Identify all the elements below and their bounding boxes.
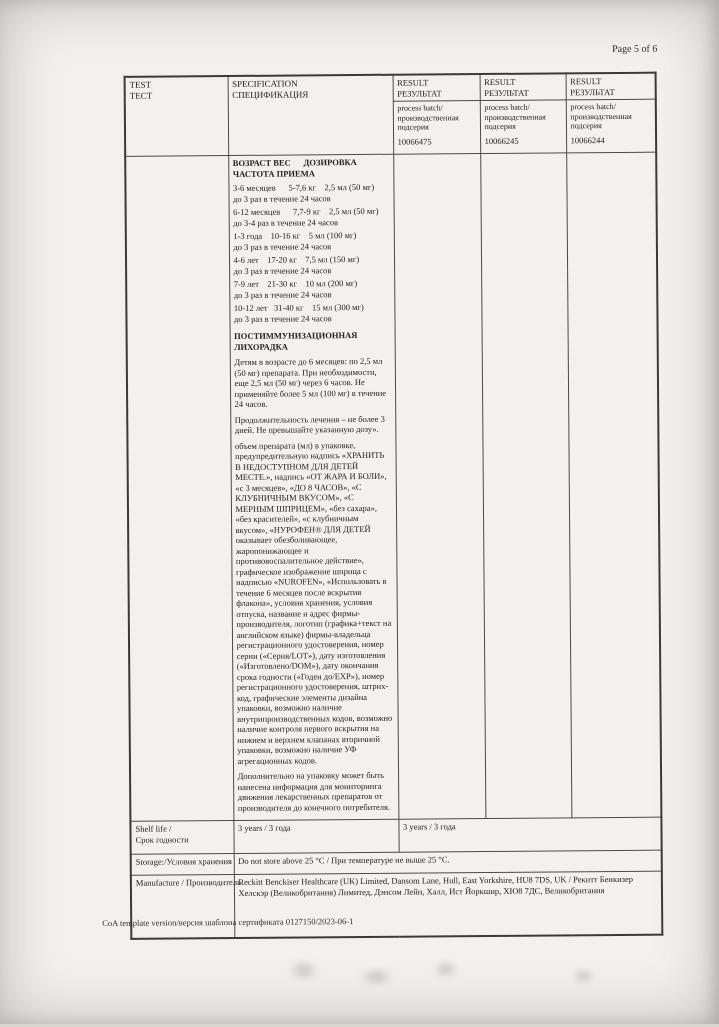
spec-paragraph: Дополнительно на упаковку может быть нанесена информация для мониторинга движения лекарственных препаратов от производителя до конечного потребителя.	[237, 769, 391, 813]
dosage-row: 7-9 лет 21-30 кг 10 мл (200 мг) до 3 раз в течение 24 часов	[233, 278, 358, 300]
spec-paragraph: объем препарата (мл) в упаковке, предупредительную надпись «ХРАНИТЬ В НЕДОСТУПНОМ ДЛЯ ДЕТЕЙ МЕСТЕ.», надпись «ОТ ЖАРА И БОЛИ», «с 3 месяцев», «ДО 8 ЧАСОВ», «С КЛУБНИЧНЫМ ВКУСОМ», «С МЕРНЫМ ШПРИЦЕМ», «без сахара», «без красителей», «с клубничным вкусом», «НУРОФЕН® ДЛЯ ДЕТЕЙ оказывает обезболивающее, жаропонижающее и противовоспалительное действие», графическое изображение шприца с надписью «NUROFEN», «Использовать в течение 6 месяцев после вскрытия флакона», условия хранения, условия отпуска, название и адрес фирмы-производителя, логотип (графика+текст на английском языке) фирмы-владельца регистрационного удостоверения, номер серии («Серия/LOT»), дату изготовления («Изготовлено/DOM»), дату окончания срока годности («Годен до/EXP»), номер регистрационного удостоверения, штрих-код, графические элементы дизайна упаковки, возможно наличие внутрипроизводственных кодов, возможно наличие контроля первого вскрытия на нижнем и верхнем клапанах вторичной упаковки, возможно наличие УФ агрегационных кодов.	[234, 439, 393, 766]
manufacture-value	[234, 871, 662, 938]
test-column-header: TEST ТЕСТ	[125, 76, 229, 156]
result-cell-3	[566, 152, 661, 818]
dosage-row: 4-6 лет 17-20 кг 7,5 мл (150 мг) до 3 раз в течение 24 часов	[233, 253, 360, 276]
batch-header-1	[393, 101, 480, 155]
result-column-header-3: RESULT РЕЗУЛЬТАТ	[566, 73, 656, 100]
batch-label: process batch/ производственная подсерия	[570, 101, 632, 131]
shelf-life-result-value: 3 years / 3 года	[398, 817, 661, 852]
batch-header-3	[566, 99, 656, 153]
result-cell-2	[480, 153, 571, 819]
batch-number-2: 10066245	[484, 135, 519, 146]
shelf-life-row	[130, 817, 661, 854]
result-column-header-2: RESULT РЕЗУЛЬТАТ	[480, 73, 566, 100]
header-row-result	[125, 73, 656, 104]
result-column-header-1: RESULT РЕЗУЛЬТАТ	[393, 74, 480, 101]
manufacture-row	[131, 871, 662, 939]
scan-smudge	[354, 970, 400, 984]
scan-smudge	[284, 962, 324, 978]
batch-header-2	[480, 100, 566, 154]
batch-number-1: 10066475	[397, 135, 432, 147]
dosage-table-header: ВОЗРАСТ ВЕС ДОЗИРОВКА ЧАСТОТА ПРИЕМА	[232, 157, 357, 179]
dosage-row: 10-12 лет 31-40 кг 15 мл (300 мг) до 3 раз в течение 24 часов	[233, 301, 364, 324]
dosage-row: 1-3 года 10-16 кг 5 мл (100 мг) до 3 раз в течение 24 часов	[233, 230, 357, 252]
dosage-row: 3-6 месяцев 5-7,6 кг 2,5 мл (50 мг) до 3 раз в течение 24 часов	[232, 181, 375, 204]
post-immunization-heading: ПОСТИММУНИЗАЦИОННАЯ ЛИХОРАДКА	[234, 330, 358, 352]
page-number: Page 5 of 6	[612, 43, 658, 56]
dosage-row: 6-12 месяцев 7,7-9 кг 2,5 мл (50 мг) до 3-4 раз в течение 24 часов	[233, 205, 379, 228]
storage-label: Storage:/Условия хранения	[131, 853, 234, 875]
result-cell-1	[393, 154, 485, 820]
batch-number-3: 10066244	[570, 134, 605, 145]
specification-cell	[228, 154, 398, 820]
test-cell-empty	[125, 156, 233, 822]
spec-paragraph: Продолжительность лечения – не более 3 дней. Не превышайте указанную дозу».	[234, 413, 385, 435]
manufacture-label: Manufacture / Производитель	[131, 874, 234, 938]
batch-label: process batch/ производственная подсерия	[397, 103, 459, 132]
coa-template-version: CoA template version/версия шаблона сертификата 0127150/2023-06-1	[102, 916, 354, 929]
manufacturer-address: Reckitt Benckiser Healthcare (UK) Limited, Dansom Lane, Hull, East Yorkshire, HU8 7DS, UK / Рекитт Бенкизер Хелскэр (Великобритания) Лимитед, Дэнсом Лейн, Халл, Ист Йоркшир, ХЮ8 7ДС, Великобритания	[238, 873, 634, 898]
shelf-life-label: Shelf life / Срок годности	[130, 820, 233, 854]
coa-table	[124, 72, 664, 940]
spec-paragraph: Детям в возрасте до 6 месяцев: по 2,5 мл (50 мг) препарата. При необходимости, еще 2,5 мл (50 мг) через 6 часов. Не применяйте более 5 мл (100 мг) в течение 24 часов.	[234, 355, 387, 409]
specification-body-row	[125, 152, 661, 821]
batch-label: process batch/ производственная подсерия	[484, 102, 546, 132]
specification-column-header: SPECIFICATION СПЕЦИФИКАЦИЯ	[228, 75, 394, 156]
storage-value: Do not store above 25 °C / При температуре не выше 25 °C.	[234, 850, 662, 874]
shelf-life-spec-value: 3 years / 3 года	[233, 819, 398, 853]
scan-smudge	[429, 962, 463, 976]
scan-smudge	[569, 970, 599, 982]
